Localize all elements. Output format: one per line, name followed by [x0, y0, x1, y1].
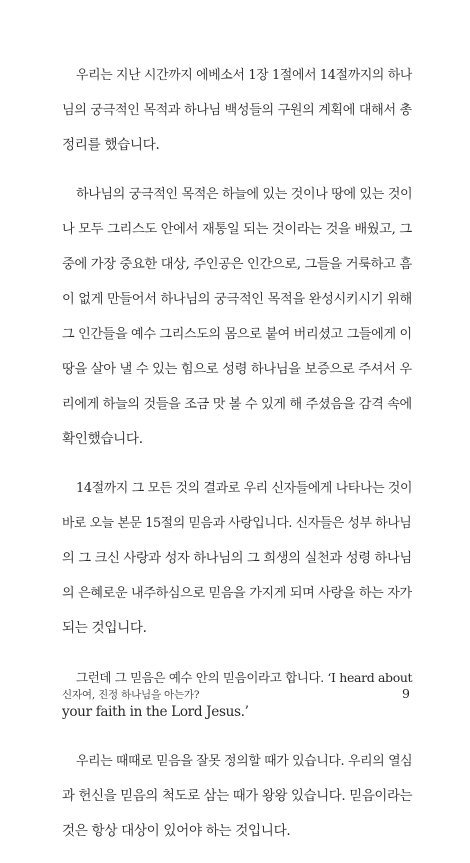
page-footer	[62, 686, 410, 702]
text-line: 우리는 때때로 믿음을 잘못 정의할 때가 있습니다. 우리의 열심	[76, 754, 413, 769]
text-line: 리에게 하늘의 것들을 조금 맛 볼 수 있게 해 주셨음을 감격 속에	[62, 397, 412, 412]
text-line: 의 은혜로운 내주하심으로 믿음을 가지게 되며 사랑을 하는 자가	[62, 586, 412, 601]
text-line: 님의 궁극적인 목적과 하나님 백성들의 구원의 계획에 대해서 총	[62, 103, 412, 118]
text-line: 되는 것입니다.	[62, 620, 147, 636]
text-line: 그 인간들을 예수 그리스도의 몸으로 붙여 버리셨고 그들에게 이	[62, 327, 412, 342]
text-line: 하나님의 궁극적인 목적은 하늘에 있는 것이나 땅에 있는 것이	[76, 187, 413, 202]
text-line: 정리를 했습니다.	[62, 137, 160, 153]
text-line: 중에 가장 중요한 대상, 주인공은 인간으로, 그들을 거룩하고 흠	[62, 257, 412, 272]
text-line: your faith in the Lord Jesus.’	[62, 704, 249, 720]
paragraph	[62, 471, 412, 646]
text-line: 그런데 그 믿음은 예수 안의 믿음이라고 합니다. ‘I heard about	[76, 670, 413, 685]
text-line: 땅을 살아 낼 수 있는 힘으로 성령 하나님을 보증으로 주셔서 우	[62, 362, 412, 377]
paragraph	[62, 177, 412, 457]
text-line: 이 없게 만들어서 하나님의 궁극적인 목적을 완성시키시기 위해	[62, 292, 412, 307]
text-line: 바로 오늘 본문 15절의 믿음과 사랑입니다. 신자들은 성부 하나님	[62, 516, 412, 531]
text-line: 확인했습니다.	[62, 431, 143, 447]
paragraph	[62, 58, 412, 163]
text-line: 14절까지 그 모든 것의 결과로 우리 신자들에게 나타나는 것이	[76, 481, 413, 496]
page-number: 9	[402, 686, 410, 701]
text-line: 과 헌신을 믿음의 척도로 삼는 때가 왕왕 있습니다. 믿음이라는	[62, 789, 413, 804]
running-head: 신자여, 진정 하나님을 아는가?	[62, 689, 200, 701]
text-line: 나 모두 그리스도 안에서 재통일 되는 것이라는 것을 배웠고, 그	[62, 222, 412, 237]
text-line: 우리는 지난 시간까지 에베소서 1장 1절에서 14절까지의 하나	[76, 68, 412, 83]
paragraph	[62, 744, 412, 849]
text-line: 것은 항상 대상이 있어야 하는 것입니다.	[62, 823, 291, 839]
page-body	[62, 58, 412, 863]
text-line: 의 그 크신 사랑과 성자 하나님의 그 희생의 실천과 성령 하나님	[62, 551, 412, 566]
